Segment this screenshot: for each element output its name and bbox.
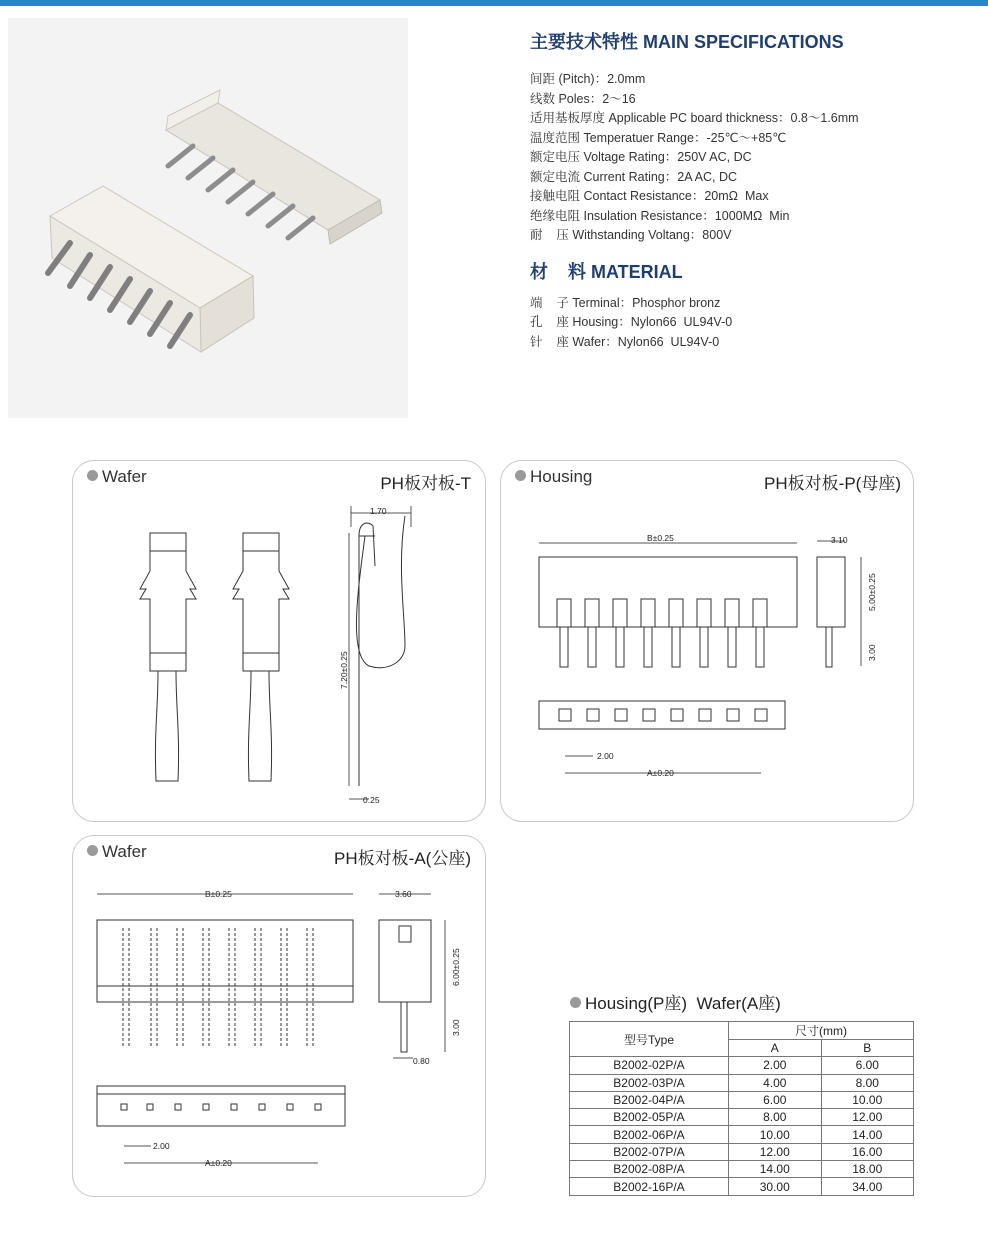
panel-label: Wafer (87, 467, 147, 487)
table-row: B2002-06P/A 10.00 14.00 (570, 1126, 914, 1143)
table-row: B2002-02P/A 2.00 6.00 (570, 1057, 914, 1074)
panel-terminal-t (72, 460, 486, 822)
table-row: B2002-08P/A 14.00 18.00 (570, 1161, 914, 1178)
material-line: 针 座 Wafer：Nylon66 UL94V-0 (530, 334, 720, 349)
table-title: Housing(P座) Wafer(A座) (570, 989, 781, 1014)
wafer-drawing (73, 836, 485, 1196)
col-a: A (729, 1040, 822, 1057)
dim-a: A±0.20 (647, 768, 674, 778)
panel-label: Wafer (87, 842, 147, 862)
spec-line: 间距 (Pitch)：2.0mm (530, 72, 646, 86)
panel-title: PH板对板-P(母座) (764, 474, 901, 493)
col-type: 型号Type (570, 1022, 729, 1057)
dim-h2: 3.00 (451, 1019, 461, 1036)
spec-line: 额定电压 Voltage Rating：250V AC, DC (530, 150, 752, 164)
col-size: 尺寸(mm) (729, 1022, 914, 1040)
specifications-block (530, 28, 970, 352)
dim-pitch: 2.00 (597, 751, 614, 761)
size-table (569, 1021, 914, 1196)
material-line: 端 子 Terminal：Phosphor bronz (530, 295, 721, 310)
spec-line: 耐 压 Withstanding Voltang：800V (530, 228, 732, 242)
spec-line: 绝缘电阻 Insulation Resistance：1000MΩ Min (530, 208, 790, 223)
top-accent-bar (0, 0, 988, 6)
spec-line: 温度范围 Temperatuer Range：-25℃～+85℃ (530, 130, 787, 145)
dim-pin: 0.80 (413, 1056, 430, 1066)
material-title: 材 料 MATERIAL (530, 261, 683, 282)
dim-side: 3.60 (395, 889, 412, 899)
table-row: B2002-03P/A 4.00 8.00 (570, 1074, 914, 1091)
dim-pitch: 2.00 (153, 1141, 170, 1151)
dim-bottom: 0.25 (363, 795, 380, 805)
dim-h2: 3.00 (867, 644, 877, 661)
col-b: B (821, 1040, 914, 1057)
spec-line: 额定电流 Current Rating：2A AC, DC (530, 169, 738, 184)
dim-h1: 6.00±0.25 (451, 948, 461, 986)
table-row: B2002-16P/A 30.00 34.00 (570, 1178, 914, 1195)
dim-b: B±0.25 (205, 889, 232, 899)
dim-a: A±0.20 (205, 1158, 232, 1168)
dim-side: 3.10 (831, 535, 848, 545)
table-row: B2002-05P/A 8.00 12.00 (570, 1109, 914, 1126)
housing-drawing (501, 461, 913, 821)
specs-title: 主要技术特性 MAIN SPECIFICATIONS (530, 32, 844, 52)
material-line: 孔 座 Housing：Nylon66 UL94V-0 (530, 315, 733, 329)
terminal-drawing (73, 461, 485, 821)
spec-line: 接触电阻 Contact Resistance：20mΩ Max (530, 189, 769, 203)
bullet-icon (570, 997, 581, 1008)
panel-label: Housing (515, 467, 592, 487)
panel-wafer-a (72, 835, 486, 1197)
panel-housing-p (500, 460, 914, 822)
dim-height: 7.20±0.25 (339, 651, 349, 689)
product-photo (8, 18, 408, 418)
table-row: B2002-04P/A 6.00 10.00 (570, 1091, 914, 1108)
spec-line: 适用基板厚度 Applicable PC board thickness：0.8～1.6mm (530, 111, 859, 125)
spec-line: 线数 Poles：2～16 (530, 91, 636, 106)
panel-title: PH板对板-T (380, 474, 471, 493)
panel-title: PH板对板-A(公座) (334, 849, 471, 868)
table-row: B2002-07P/A 12.00 16.00 (570, 1143, 914, 1160)
dim-top: 1.70 (370, 506, 387, 516)
dim-b: B±0.25 (647, 533, 674, 543)
dim-h1: 5.00±0.25 (867, 573, 877, 611)
